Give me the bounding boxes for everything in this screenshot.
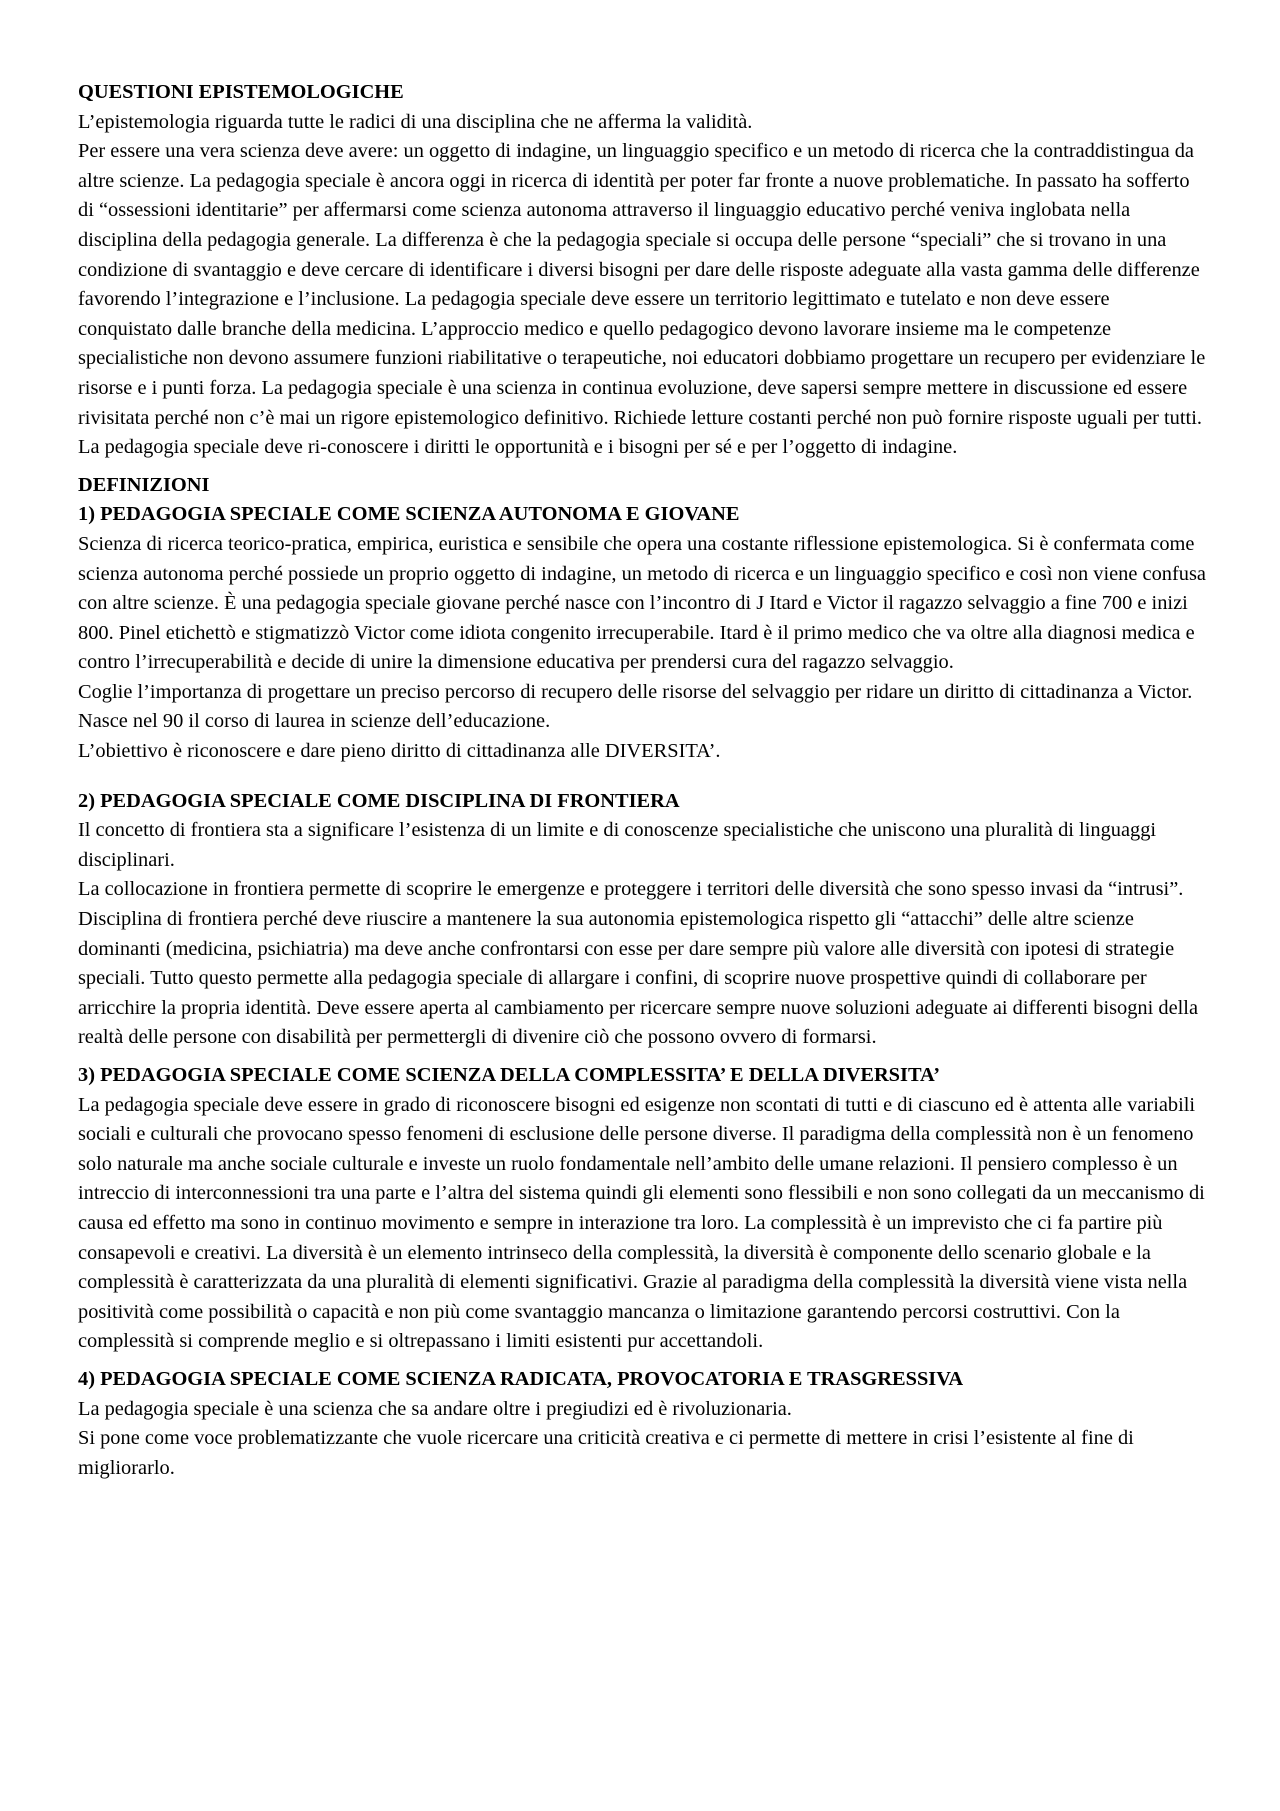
section-heading: QUESTIONI EPISTEMOLOGICHE <box>78 81 404 103</box>
section-questioni-epistemologiche <box>78 78 1208 463</box>
paragraph: L’obiettivo è riconoscere e dare pieno diritto di cittadinanza alle DIVERSITA’. <box>78 740 721 763</box>
paragraph: L’epistemologia riguarda tutte le radici di una disciplina che ne afferma la validità. <box>78 110 753 133</box>
paragraph: La pedagogia speciale è una scienza che sa andare oltre i pregiudizi ed è rivoluzionaria. <box>78 1397 792 1420</box>
paragraph: La collocazione in frontiera permette di scoprire le emergenze e proteggere i territori delle diversità che sono spesso invasi da “intrusi”. Disciplina di frontiera perché deve riuscire a mantenere la sua autonomia epistemologica rispetto gli “attacchi” delle altre scienze dominanti (medicina, psichiatria) ma deve anche confrontarsi con esse per dare sempre più valore alle diversità con ipotesi di strategie speciali. Tutto questo permette alla pedagogia speciale di allargare i confini, di scoprire nuove prospettive quindi di collaborare per arricchire la propria identità. Deve essere aperta al cambiamento per ricercare sempre nuove soluzioni adeguate ai differenti bisogni della realtà delle persone con disabilità per permettergli di divenire ciò che possono ovvero di formarsi. <box>78 878 1199 1049</box>
section-definizioni-4 <box>78 1365 1208 1483</box>
section-subheading: 4) PEDAGOGIA SPECIALE COME SCIENZA RADICATA, PROVOCATORIA E TRASGRESSIVA <box>78 1367 964 1390</box>
section-subheading: 2) PEDAGOGIA SPECIALE COME DISCIPLINA DI FRONTIERA <box>78 789 680 812</box>
paragraph: Scienza di ricerca teorico-pratica, empirica, euristica e sensibile che opera una costante riflessione epistemologica. Si è confermata come scienza autonoma perché possiede un proprio oggetto di indagine, un metodo di ricerca e un linguaggio specifico e così non viene confusa con altre scienze. È una pedagogia speciale giovane perché nasce con l’incontro di J Itard e Victor il ragazzo selvaggio a fine 700 e inizi 800. Pinel etichettò e stigmatizzò Victor come idiota congenito irrecuperabile. Itard è il primo medico che va oltre alla diagnosi medica e contro l’irrecuperabilità e decide di unire la dimensione educativa per prendersi cura del ragazzo selvaggio. <box>78 532 1206 674</box>
section-subheading: 1) PEDAGOGIA SPECIALE COME SCIENZA AUTONOMA E GIOVANE <box>78 503 740 526</box>
section-definizioni-2 <box>78 787 1208 1053</box>
paragraph: Il concetto di frontiera sta a significare l’esistenza di un limite e di conoscenze specialistiche che uniscono una pluralità di linguaggi disciplinari. <box>78 819 1157 871</box>
paragraph: Si pone come voce problematizzante che vuole ricercare una criticità creativa e ci permette di mettere in crisi l’esistente al fine di migliorarlo. <box>78 1427 1134 1479</box>
paragraph: La pedagogia speciale deve essere in grado di riconoscere bisogni ed esigenze non scontati di tutti e di ciascuno ed è attenta alle variabili sociali e culturali che provocano spesso fenomeni di esclusione delle persone diverse. Il paradigma della complessità non è un fenomeno solo naturale ma anche sociale culturale e investe un ruolo fondamentale nell’ambito delle umane relazioni. Il pensiero complesso è un intreccio di interconnessioni tra una parte e l’altra del sistema quindi gli elementi sono flessibili e non sono collegati da un meccanismo di causa ed effetto ma sono in continuo movimento e sempre in interazione tra loro. La complessità è un imprevisto che ci fa partire più consapevoli e creativi. La diversità è un elemento intrinseco della complessità, la diversità è componente dello scenario globale e la complessità è caratterizzata da una pluralità di elementi significativi. Grazie al paradigma della complessità la diversità viene vista nella positività come possibilità o capacità e non più come svantaggio mancanza o limitazione garantendo percorsi costruttivi. Con la complessità si comprende meglio e si oltrepassano i limiti esistenti pur accettandoli. <box>78 1093 1205 1353</box>
section-subheading: 3) PEDAGOGIA SPECIALE COME SCIENZA DELLA COMPLESSITA’ E DELLA DIVERSITA’ <box>78 1064 941 1086</box>
paragraph: Coglie l’importanza di progettare un preciso percorso di recupero delle risorse del selvaggio per ridare un diritto di cittadinanza a Victor. <box>78 680 1193 703</box>
section-definizioni-3 <box>78 1061 1208 1357</box>
paragraph: Per essere una vera scienza deve avere: un oggetto di indagine, un linguaggio specifico e un metodo di ricerca che la contraddistingua da altre scienze. La pedagogia speciale è ancora oggi in ricerca di identità per poter far fronte a nuove problematiche. In passato ha sofferto di “ossessioni identitarie” per affermarsi come scienza autonoma attraverso il linguaggio educativo perché veniva inglobata nella disciplina della pedagogia generale. La differenza è che la pedagogia speciale si occupa delle persone “speciali” che si trovano in una condizione di svantaggio e deve cercare di identificare i diversi bisogni per dare delle risposte adeguate alla vasta gamma delle differenze favorendo l’integrazione e l’inclusione. La pedagogia speciale deve essere un territorio legittimato e tutelato e non deve essere conquistato dalle branche della medicina. L’approccio medico e quello pedagogico devono lavorare insieme ma le competenze specialistiche non devono assumere funzioni riabilitative o terapeutiche, noi educatori dobbiamo progettare un recupero per evidenziare le risorse e i punti forza. La pedagogia speciale è una scienza in continua evoluzione, deve sapersi sempre mettere in discussione ed essere rivisitata perché non c’è mai un rigore epistemologico definitivo. Richiede letture costanti perché non può fornire risposte uguali per tutti. La pedagogia speciale deve ri-conoscere i diritti le opportunità e i bisogni per sé e per l’oggetto di indagine. <box>78 140 1206 459</box>
paragraph: Nasce nel 90 il corso di laurea in scienze dell’educazione. <box>78 710 551 733</box>
document-page <box>78 78 1208 1491</box>
section-definizioni-1 <box>78 471 1208 767</box>
section-heading: DEFINIZIONI <box>78 473 210 496</box>
